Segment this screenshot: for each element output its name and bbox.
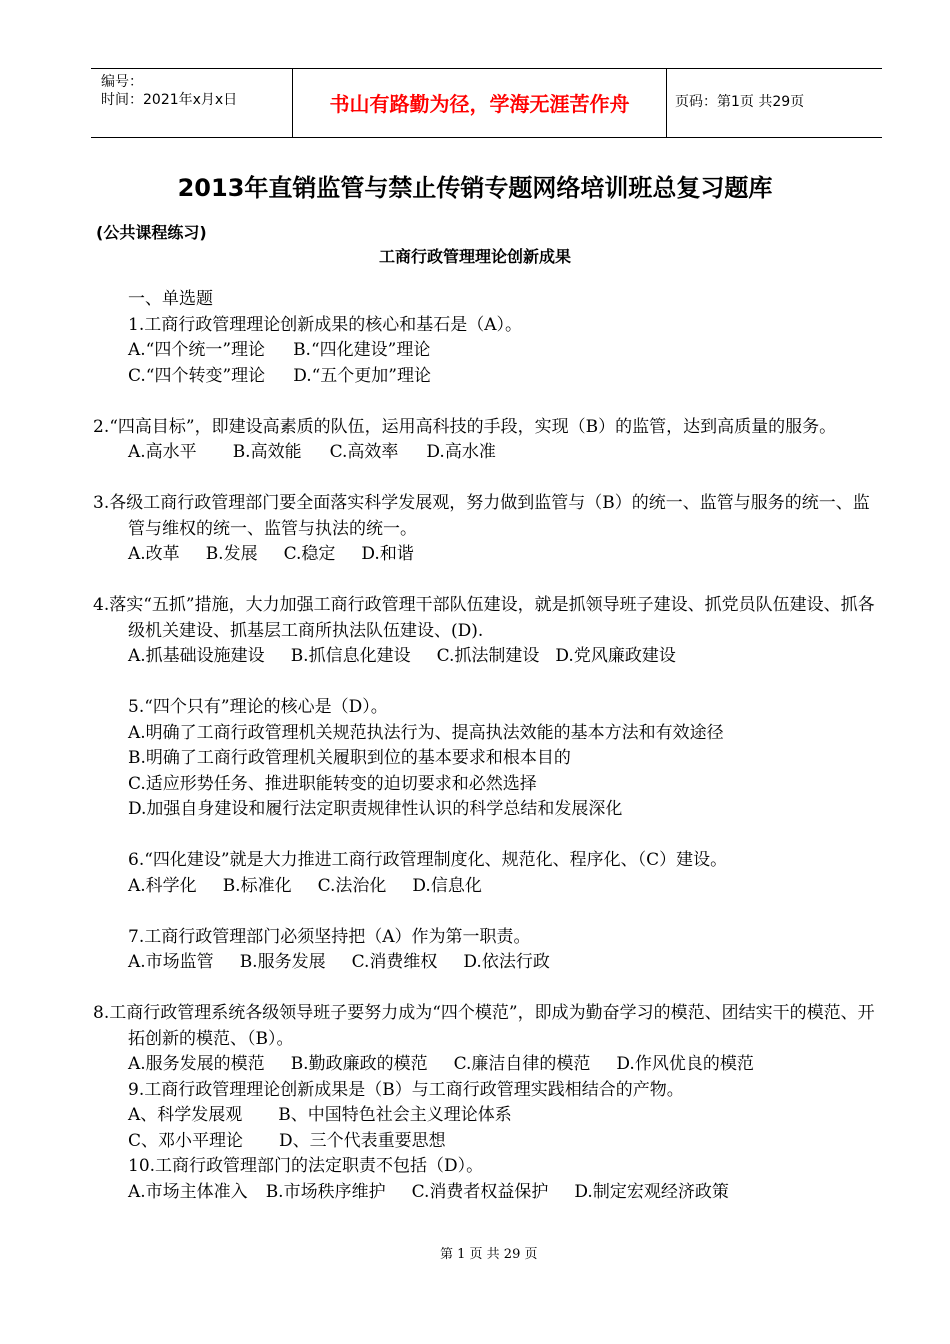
option: D.制定宏观经济政策 xyxy=(574,1181,729,1202)
option: B.服务发展 xyxy=(239,952,326,972)
option: A.科学化 xyxy=(128,875,197,896)
option: B.明确了工商行政管理机关履职到位的基本要求和根本目的 xyxy=(128,748,571,768)
option: B.勤政廉政的模范 xyxy=(290,1054,428,1074)
question-body xyxy=(93,287,880,1205)
question-text: 4.落实“五抓”措施，大力加强工商行政管理干部队伍建设，就是抓领导班子建设、抓党员队伍建设、抓各级机关建设、抓基层工商所执法队伍建设、(D). xyxy=(93,595,875,641)
time-label: 时间：2021年x月x日 xyxy=(101,92,238,108)
option: D.作风优良的模范 xyxy=(616,1054,754,1074)
question-text: 2.“四高目标”，即建设高素质的队伍，运用高科技的手段，实现（B）的监管，达到高质量的服务。 xyxy=(93,416,837,437)
option: A.抓基础设施建设 xyxy=(128,646,265,666)
option: D.高水准 xyxy=(426,442,496,462)
option: A.服务发展的模范 xyxy=(128,1054,265,1074)
option: C.适应形势任务、推进职能转变的迫切要求和必然选择 xyxy=(128,773,537,794)
header-meta-cell xyxy=(91,69,293,137)
question-text: 9.工商行政管理理论创新成果是（B）与工商行政管理实践相结合的产物。 xyxy=(128,1079,684,1100)
option-row xyxy=(128,1180,880,1206)
option: A.明确了工商行政管理机关规范执法行为、提高执法效能的基本方法和有效途径 xyxy=(128,722,724,743)
section-title: 工商行政管理理论创新成果 xyxy=(378,247,571,266)
option: D.党风廉政建设 xyxy=(555,646,676,666)
option: C.消费维权 xyxy=(351,952,438,972)
page-info: 页码：第1页 共29页 xyxy=(675,94,805,110)
question-text: 6.“四化建设”就是大力推进工商行政管理制度化、规范化、程序化、（C）建设。 xyxy=(128,850,728,870)
page-footer: 第 1 页 共 29 页 xyxy=(440,1247,538,1262)
option-row xyxy=(128,874,880,900)
option: B.发展 xyxy=(205,544,258,564)
motto: 书山有路勤为径，学海无涯苦作舟 xyxy=(329,92,630,116)
question-text: 10.工商行政管理部门的法定职责不包括（D）。 xyxy=(128,1156,484,1176)
question-text: 1.工商行政管理理论创新成果的核心和基石是（A）。 xyxy=(128,314,522,335)
header-page-cell xyxy=(667,69,882,137)
option-row xyxy=(128,1052,880,1078)
option-row xyxy=(128,644,880,670)
number-label: 编号： xyxy=(101,74,143,90)
option-row xyxy=(128,440,880,466)
option: A.“四个统一”理论 xyxy=(128,340,266,360)
question-text: 3.各级工商行政管理部门要全面落实科学发展观，努力做到监管与（B）的统一、监管与服务的统一、监管与维权的统一、监管与执法的统一。 xyxy=(93,493,870,539)
option: D.加强自身建设和履行法定职责规律性认识的科学总结和发展深化 xyxy=(128,799,623,819)
option: D.和谐 xyxy=(361,544,414,564)
option-row xyxy=(128,364,880,390)
option: C.稳定 xyxy=(283,544,336,564)
option: A.改革 xyxy=(128,544,180,564)
question-text: 5.“四个只有”理论的核心是（D）。 xyxy=(128,697,388,717)
option: D、三个代表重要思想 xyxy=(279,1130,446,1151)
option-row xyxy=(128,338,880,364)
option: B.市场秩序维护 xyxy=(265,1181,386,1202)
page-header xyxy=(91,68,882,138)
option: D.信息化 xyxy=(412,875,482,896)
option: C.消费者权益保护 xyxy=(411,1181,549,1202)
option: B.抓信息化建设 xyxy=(290,646,411,666)
option: B、中国特色社会主义理论体系 xyxy=(278,1105,512,1125)
option: C.高效率 xyxy=(329,442,399,462)
option: A.市场主体准入 xyxy=(128,1181,248,1202)
option: C.廉洁自律的模范 xyxy=(453,1054,591,1074)
option-row xyxy=(128,1129,880,1155)
document-subtitle: (公共课程练习) xyxy=(96,223,207,242)
document-title: 2013年直销监管与禁止传销专题网络培训班总复习题库 xyxy=(177,174,773,202)
option: C.抓法制建设 xyxy=(436,646,540,666)
option: A.市场监管 xyxy=(128,952,214,972)
option: B.“四化建设”理论 xyxy=(293,340,431,360)
option: C、邓小平理论 xyxy=(128,1130,244,1151)
part-title: 一、单选题 xyxy=(128,289,213,309)
option-row xyxy=(128,1103,880,1129)
option: A.高水平 xyxy=(128,442,197,462)
option: C.“四个转变”理论 xyxy=(128,365,266,386)
option: B.标准化 xyxy=(222,875,292,896)
option: D.依法行政 xyxy=(463,952,550,972)
option: B.高效能 xyxy=(232,442,302,462)
option-row xyxy=(128,950,880,976)
header-motto-cell xyxy=(293,69,667,137)
option: D.“五个更加”理论 xyxy=(293,365,431,386)
option-row xyxy=(128,542,880,568)
option: C.法治化 xyxy=(317,875,387,896)
question-text: 7.工商行政管理部门必须坚持把（A）作为第一职责。 xyxy=(128,926,531,947)
option: A、科学发展观 xyxy=(128,1105,243,1125)
question-text: 8.工商行政管理系统各级领导班子要努力成为“四个模范”，即成为勤奋学习的模范、团结实干的模范、开拓创新的模范、（B）。 xyxy=(93,1003,875,1049)
